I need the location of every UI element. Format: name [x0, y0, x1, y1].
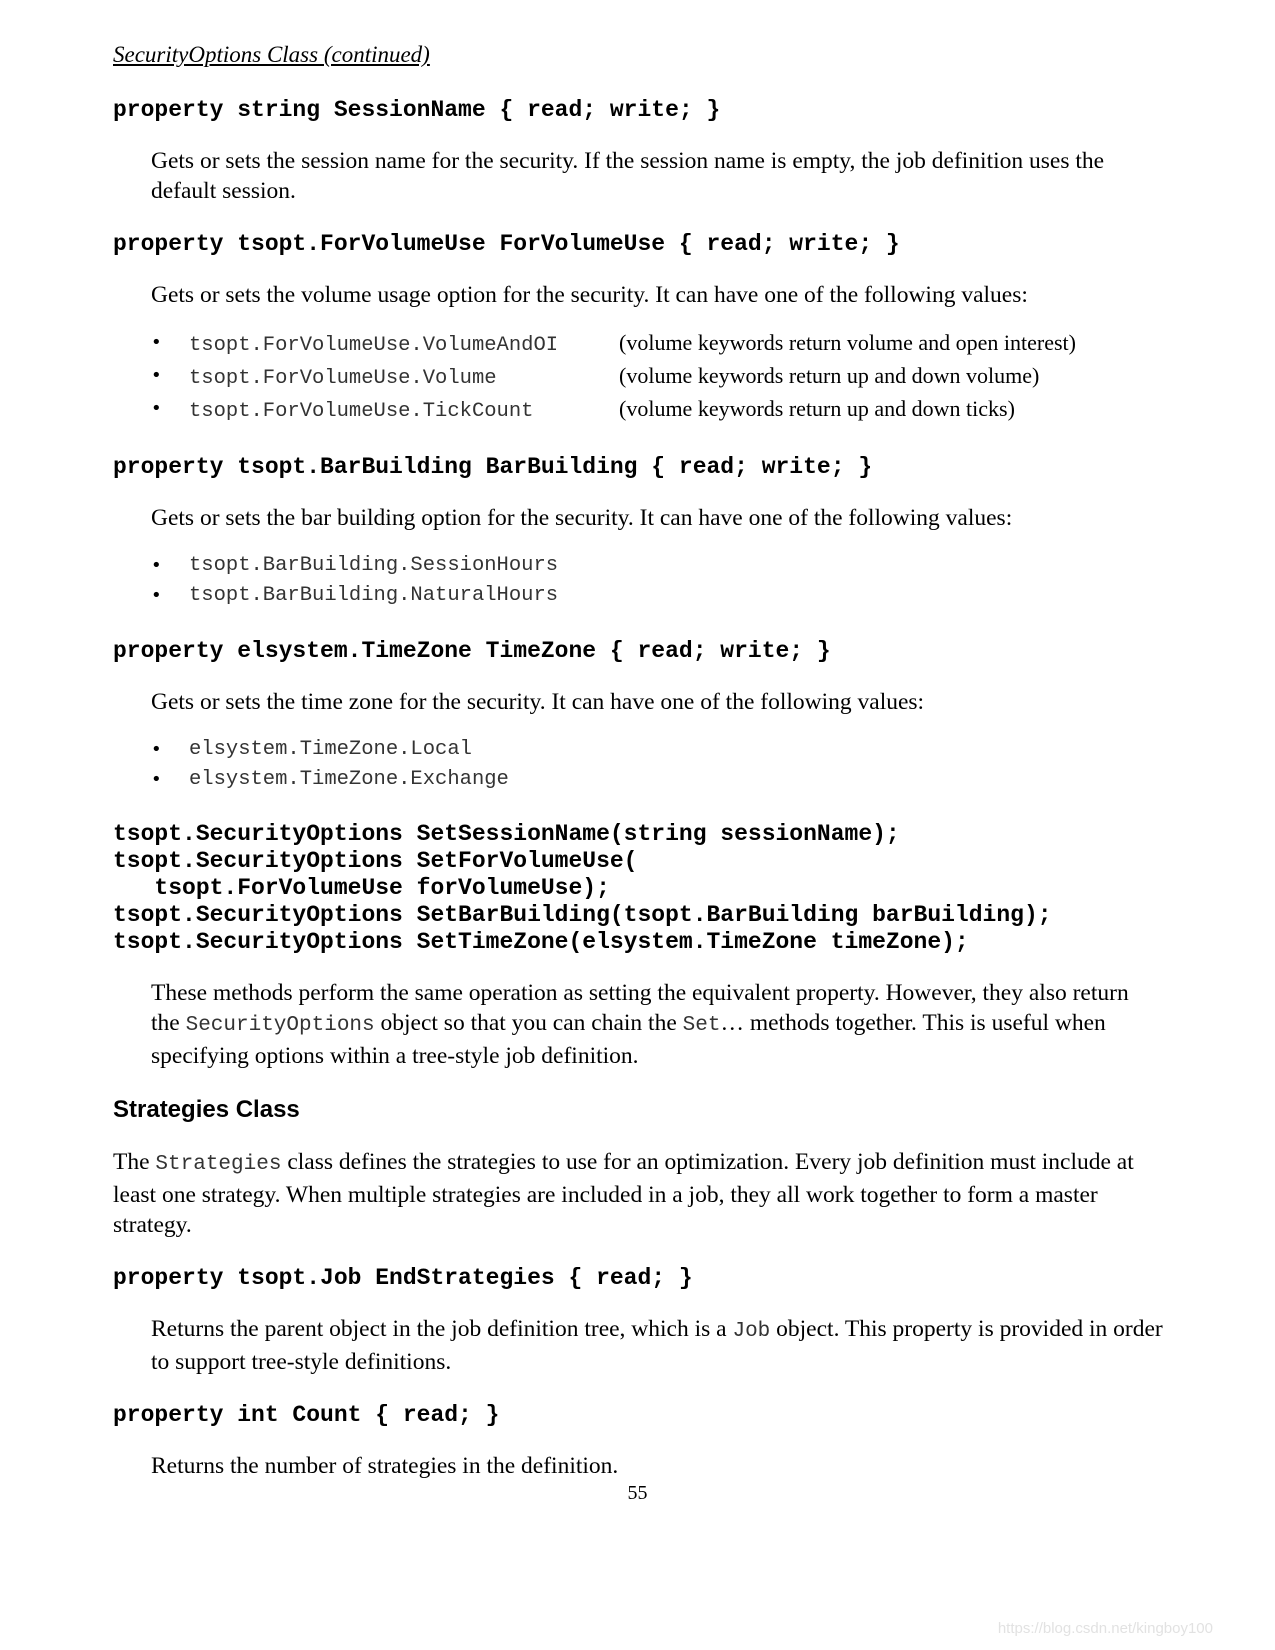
- page-number: 55: [627, 1482, 648, 1504]
- session-name-signature: property string SessionName { read; write; }: [113, 97, 721, 123]
- method-signature: tsopt.SecurityOptions SetTimeZone(elsystem.TimeZone timeZone);: [113, 929, 969, 955]
- bullet-icon: •: [151, 739, 162, 760]
- for-volume-use-values: [151, 328, 1163, 427]
- value-note: (volume keywords return volume and open interest): [619, 330, 1076, 355]
- method-signature: tsopt.SecurityOptions SetSessionName(string sessionName);: [113, 821, 900, 847]
- list-item: [151, 328, 1163, 361]
- inline-code: Job: [732, 1320, 771, 1343]
- end-strategies-signature: property tsopt.Job EndStrategies { read; }: [113, 1265, 693, 1291]
- for-volume-use-description: Gets or sets the volume usage option for the security. It can have one of the following values:: [151, 282, 1028, 308]
- count-description: Returns the number of strategies in the definition.: [151, 1453, 619, 1479]
- bullet-icon: •: [151, 585, 162, 606]
- value-note: (volume keywords return up and down ticks): [619, 396, 1015, 421]
- for-volume-use-signature: property tsopt.ForVolumeUse ForVolumeUse { read; write; }: [113, 231, 900, 257]
- section-heading: Strategies Class: [113, 1096, 300, 1123]
- bar-building-description: Gets or sets the bar building option for the security. It can have one of the following values:: [151, 505, 1013, 531]
- inline-code: Set: [682, 1014, 721, 1037]
- list-item: [151, 735, 1163, 765]
- watermark: https://blog.csdn.net/kingboy100: [997, 1620, 1213, 1637]
- text-run: class defines the strategies to use for an optimization. Every job definition must include at least one strategy. When multiple strategies are included in a job, they all work together to form a master strategy.: [113, 1149, 1134, 1238]
- value-name: tsopt.ForVolumeUse.TickCount: [189, 400, 534, 423]
- text-run: Returns the parent object in the job definition tree, which is a: [151, 1316, 733, 1342]
- time-zone-description: Gets or sets the time zone for the security. It can have one of the following values:: [151, 689, 925, 715]
- value-name: tsopt.BarBuilding.SessionHours: [189, 554, 559, 577]
- document-page: [113, 40, 1163, 1505]
- value-name: elsystem.TimeZone.Exchange: [189, 768, 509, 791]
- text-run: object. This property is provided in order to support tree-style definitions.: [151, 1316, 1163, 1375]
- list-item: [151, 394, 1163, 427]
- method-signature: tsopt.SecurityOptions SetBarBuilding(tsopt.BarBuilding barBuilding);: [113, 902, 1052, 928]
- value-note: (volume keywords return up and down volume): [619, 363, 1040, 388]
- bullet-icon: •: [151, 365, 162, 386]
- time-zone-signature: property elsystem.TimeZone TimeZone { read; write; }: [113, 638, 831, 664]
- inline-code: Strategies: [155, 1153, 282, 1176]
- inline-code: SecurityOptions: [185, 1014, 375, 1037]
- text-run: object so that you can chain the: [374, 1010, 683, 1036]
- bullet-icon: •: [151, 769, 162, 790]
- method-signature: tsopt.SecurityOptions SetForVolumeUse(: [113, 848, 638, 874]
- list-item: [151, 361, 1163, 394]
- bar-building-values: [151, 551, 1163, 611]
- count-signature: property int Count { read; }: [113, 1402, 500, 1428]
- bar-building-signature: property tsopt.BarBuilding BarBuilding { read; write; }: [113, 454, 873, 480]
- value-name: tsopt.BarBuilding.NaturalHours: [189, 584, 559, 607]
- method-signature: tsopt.ForVolumeUse forVolumeUse);: [113, 875, 610, 901]
- set-methods-signatures: [113, 821, 1163, 956]
- bullet-icon: •: [151, 398, 162, 419]
- end-strategies-description: [151, 1314, 1163, 1377]
- text-run: … methods together. This is useful when specifying options within a tree-style job definition.: [151, 1010, 1106, 1069]
- value-name: tsopt.ForVolumeUse.VolumeAndOI: [189, 334, 559, 357]
- value-name: tsopt.ForVolumeUse.Volume: [189, 367, 497, 390]
- bullet-icon: •: [151, 332, 162, 353]
- value-name: elsystem.TimeZone.Local: [189, 738, 472, 761]
- set-methods-description: [151, 978, 1163, 1071]
- text-run: These methods perform the same operation as setting the equivalent property. However, they also return the: [151, 980, 1129, 1036]
- session-name-description: Gets or sets the session name for the security. If the session name is empty, the job definition uses the default session.: [151, 148, 1105, 204]
- list-item: [151, 551, 1163, 581]
- text-run: The: [113, 1149, 156, 1175]
- time-zone-values: [151, 735, 1163, 795]
- list-item: [151, 581, 1163, 611]
- bullet-icon: •: [151, 555, 162, 576]
- running-header: SecurityOptions Class (continued): [113, 42, 430, 67]
- list-item: [151, 765, 1163, 795]
- strategies-intro: [113, 1147, 1163, 1240]
